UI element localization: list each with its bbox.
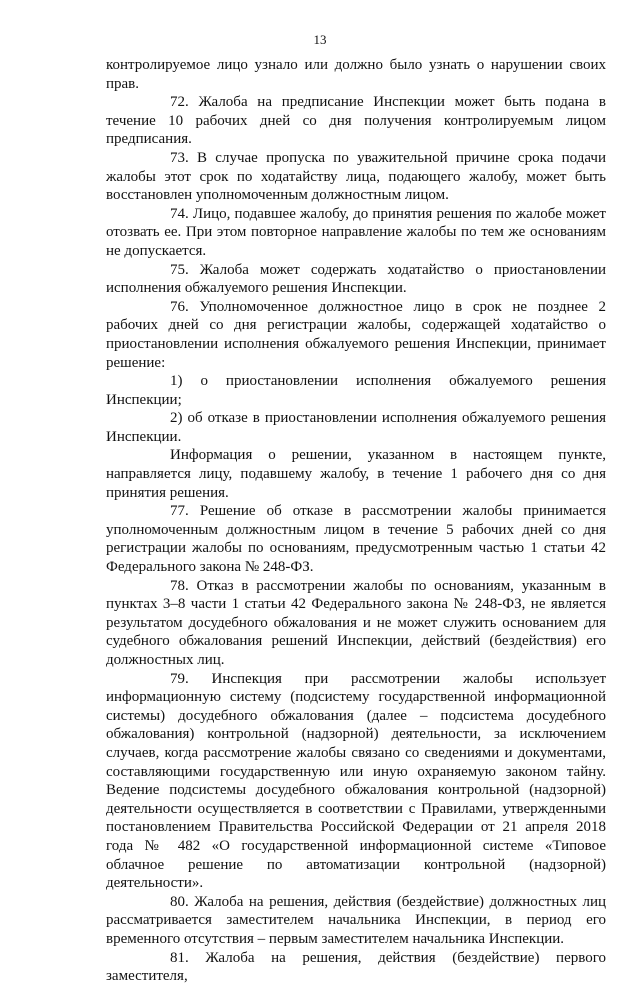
document-body <box>106 56 606 986</box>
paragraph: 80. Жалоба на решения, действия (бездействие) должностных лиц рассматривается заместителем начальника Инспекции, в период его временного отсутствия – первым заместителем начальника Инспекции. <box>106 893 606 947</box>
paragraph: 74. Лицо, подавшее жалобу, до принятия решения по жалобе может отозвать ее. При этом повторное направление жалобы по тем же основаниям не допускается. <box>106 205 606 259</box>
paragraph: Информация о решении, указанном в настоящем пункте, направляется лицу, подавшему жалобу, в течение 1 рабочего дня со дня принятия решения. <box>106 447 606 501</box>
paragraph: 72. Жалоба на предписание Инспекции может быть подана в течение 10 рабочих дней со дня получения контролируемым лицом предписания. <box>106 94 606 148</box>
paragraph: 78. Отказ в рассмотрении жалобы по основаниям, указанным в пунктах 3–8 части 1 статьи 42 Федерального закона № 248-ФЗ, не является результатом досудебного обжалования и не может служить основанием для судебного обжалования решений Инспекции, действий (бездействия) его должностных лиц. <box>106 577 606 668</box>
paragraph: 77. Решение об отказе в рассмотрении жалобы принимается уполномоченным должностным лицом в течение 5 рабочих дней со дня регистрации жалобы по основаниям, предусмотренным частью 1 статьи 42 Федерального закона № 248-ФЗ. <box>106 503 606 576</box>
paragraph: 75. Жалоба может содержать ходатайство о приостановлении исполнения обжалуемого решения Инспекции. <box>106 261 606 297</box>
paragraph: 79. Инспекция при рассмотрении жалобы использует информационную систему (подсистему государственной информационной системы) досудебного обжалования (далее – подсистема досудебного обжалования) контрольной (надзорной) деятельности, за исключением случаев, когда рассмотрение жалобы связано со сведениями и документами, составляющими государственную или иную охраняемую законом тайну. Ведение подсистемы досудебного обжалования контрольной (надзорной) деятельности осуществляется в соответствии с Правилами, утвержденными постановлением Правительства Российской Федерации от 21 апреля 2018 года № 482 «О государственной информационной системе «Типовое облачное решение по автоматизации контрольной (надзорной) деятельности». <box>106 670 606 892</box>
page-number: 13 <box>313 32 327 47</box>
paragraph: контролируемое лицо узнало или должно было узнать о нарушении своих прав. <box>106 57 606 92</box>
paragraph: 73. В случае пропуска по уважительной причине срока подачи жалобы этот срок по ходатайству лица, подающего жалобу, может быть восстановлен уполномоченным должностным лицом. <box>106 149 606 204</box>
paragraph: 76. Уполномоченное должностное лицо в срок не позднее 2 рабочих дней со дня регистрации жалобы, содержащей ходатайство о приостановлении исполнения обжалуемого решения Инспекции, принимает решение: <box>106 298 606 371</box>
paragraph: 2) об отказе в приостановлении исполнения обжалуемого решения Инспекции. <box>106 410 606 445</box>
paragraph: 1) о приостановлении исполнения обжалуемого решения Инспекции; <box>106 373 606 408</box>
paragraph: 81. Жалоба на решения, действия (бездействие) первого заместителя, <box>106 949 606 985</box>
